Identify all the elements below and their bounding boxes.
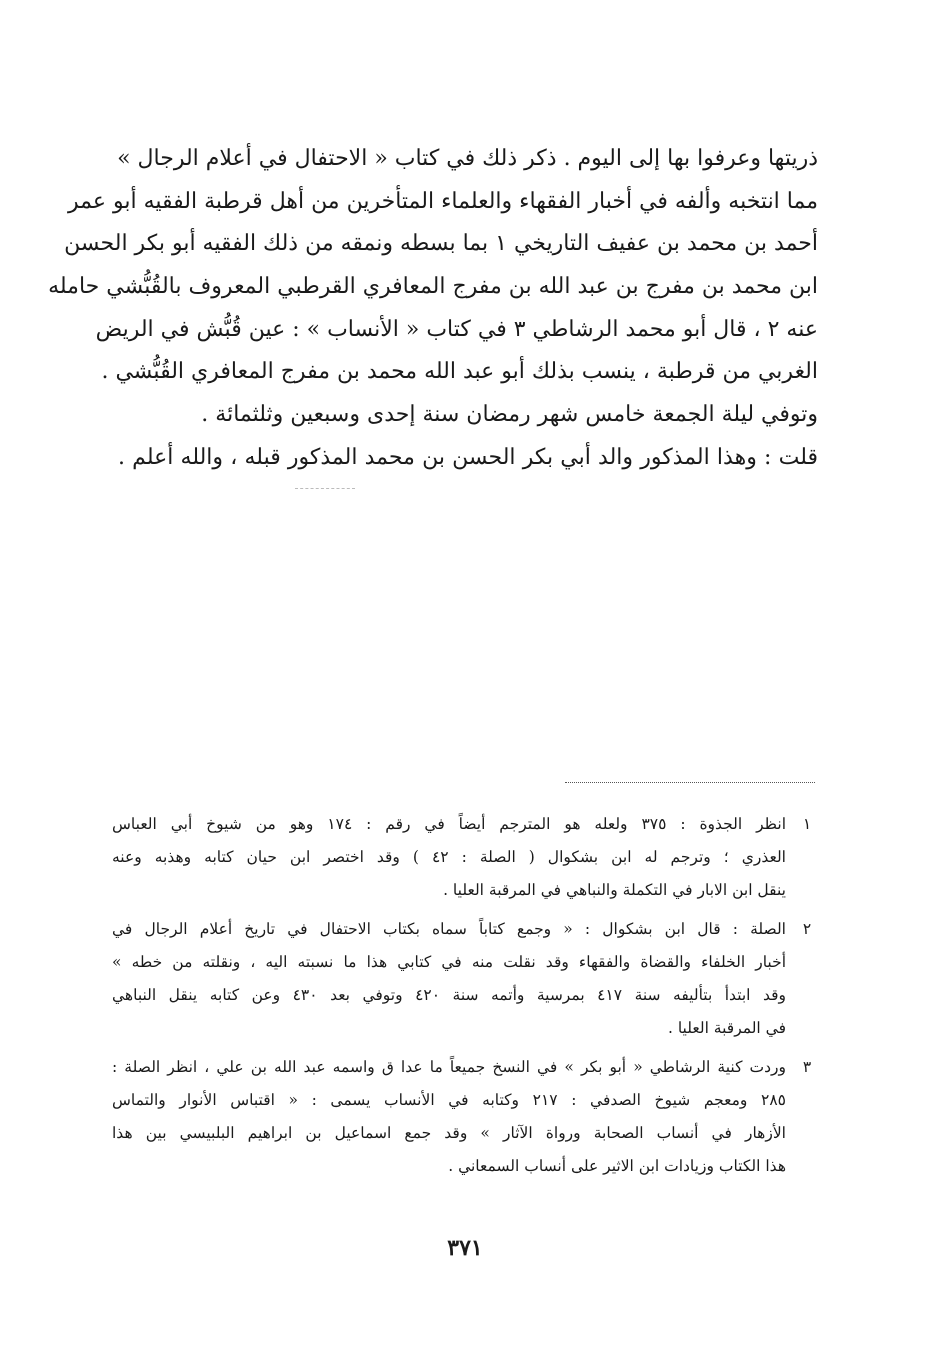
footnote-line: الأزهار في أنساب الصحابة ورواة الآثار » وقد جمع اسماعيل بن ابراهيم البلبيسي بين هذا	[112, 1124, 786, 1142]
footnote-line: أخبار الخلفاء والقضاة والفقهاء وقد نقلت منه في كتابي هذا ما نسبته اليه ، ونقلته من خطه »	[112, 953, 786, 971]
main-text-block	[48, 138, 818, 480]
main-text-line: ذريتها وعرفوا بها إلى اليوم . ذكر ذلك في كتاب « الاحتفال في أعلام الرجال »	[117, 146, 818, 171]
footnote-line: ٢٨٥ ومعجم شيوخ الصدفي : ٢١٧ وكتابه في الأنساب يسمى : « اقتباس الأنوار والتماس	[112, 1091, 786, 1109]
footnote-line: وردت كنية الرشاطي « أبو بكر » في النسخ جميعاً ما عدا ق واسمه عبد الله بن علي ، انظر الصلة :	[112, 1058, 786, 1076]
section-separator-mark	[295, 488, 355, 495]
footnote-3	[112, 1051, 818, 1183]
footnote-line: الصلة : قال ابن بشكوال : « وجمع كتاباً سماه بكتاب الاحتفال في تاريخ أعلام الرجال في	[112, 920, 786, 938]
footnote-1	[112, 808, 818, 907]
footnote-line: في المرقبة العليا .	[667, 1019, 786, 1037]
footnote-line: ينقل ابن الابار في التكملة والنباهي في المرقبة العليا .	[443, 881, 786, 899]
main-text-line: مما انتخبه وألفه في أخبار الفقهاء والعلماء المتأخرين من أهل قرطبة الفقيه أبو عمر	[68, 188, 818, 214]
main-text-line: الغربي من قرطبة ، ينسب بذلك أبو عبد الله محمد بن مفرج المعافري القُبُّشي .	[101, 359, 818, 385]
footnote-number: ١	[802, 815, 812, 833]
footnote-number: ٣	[802, 1058, 812, 1076]
main-text-line: وتوفي ليلة الجمعة خامس شهر رمضان سنة إحدى وسبعين وثلثمائة .	[201, 402, 818, 428]
footnote-line: هذا الكتاب وزيادات ابن الاثير على أنساب السمعاني .	[448, 1157, 786, 1175]
page-number: ٣٧١	[447, 1235, 483, 1261]
footnote-number: ٢	[802, 920, 812, 938]
main-text-line: عنه ٢ ، قال أبو محمد الرشاطي ٣ في كتاب « الأنساب » : عين قُبُّش في الريض	[95, 316, 818, 342]
main-text-line: ابن محمد بن مفرج بن عبد الله بن مفرج المعافري القرطبي المعروف بالقُبُّشي حامله	[48, 274, 818, 300]
footnotes-block	[112, 808, 818, 1189]
footnote-line: العذري ؛ وترجم له ابن بشكوال ( الصلة : ٤٢ ) وقد اختصر ابن حيان كتابه وهذبه وعنه	[112, 848, 786, 866]
footnote-line: انظر الجذوة : ٣٧٥ ولعله هو المترجم أيضاً في رقم : ١٧٤ وهو من شيوخ أبي العباس	[112, 815, 786, 833]
main-text-line: قلت : وهذا المذكور والد أبي بكر الحسن بن محمد المذكور قبله ، والله أعلم .	[118, 444, 818, 470]
main-text-line: أحمد بن محمد بن عفيف التاريخي ١ بما بسطه ونمقه من ذلك الفقيه أبو بكر الحسن	[64, 231, 818, 257]
footnote-line: وقد ابتدأ بتأليفه سنة ٤١٧ بمرسية وأتمه سنة ٤٢٠ وتوفي بعد ٤٣٠ وعن كتابه ينقل النباهي	[112, 986, 786, 1004]
footnote-2	[112, 913, 818, 1045]
footnote-separator-rule	[565, 782, 815, 783]
